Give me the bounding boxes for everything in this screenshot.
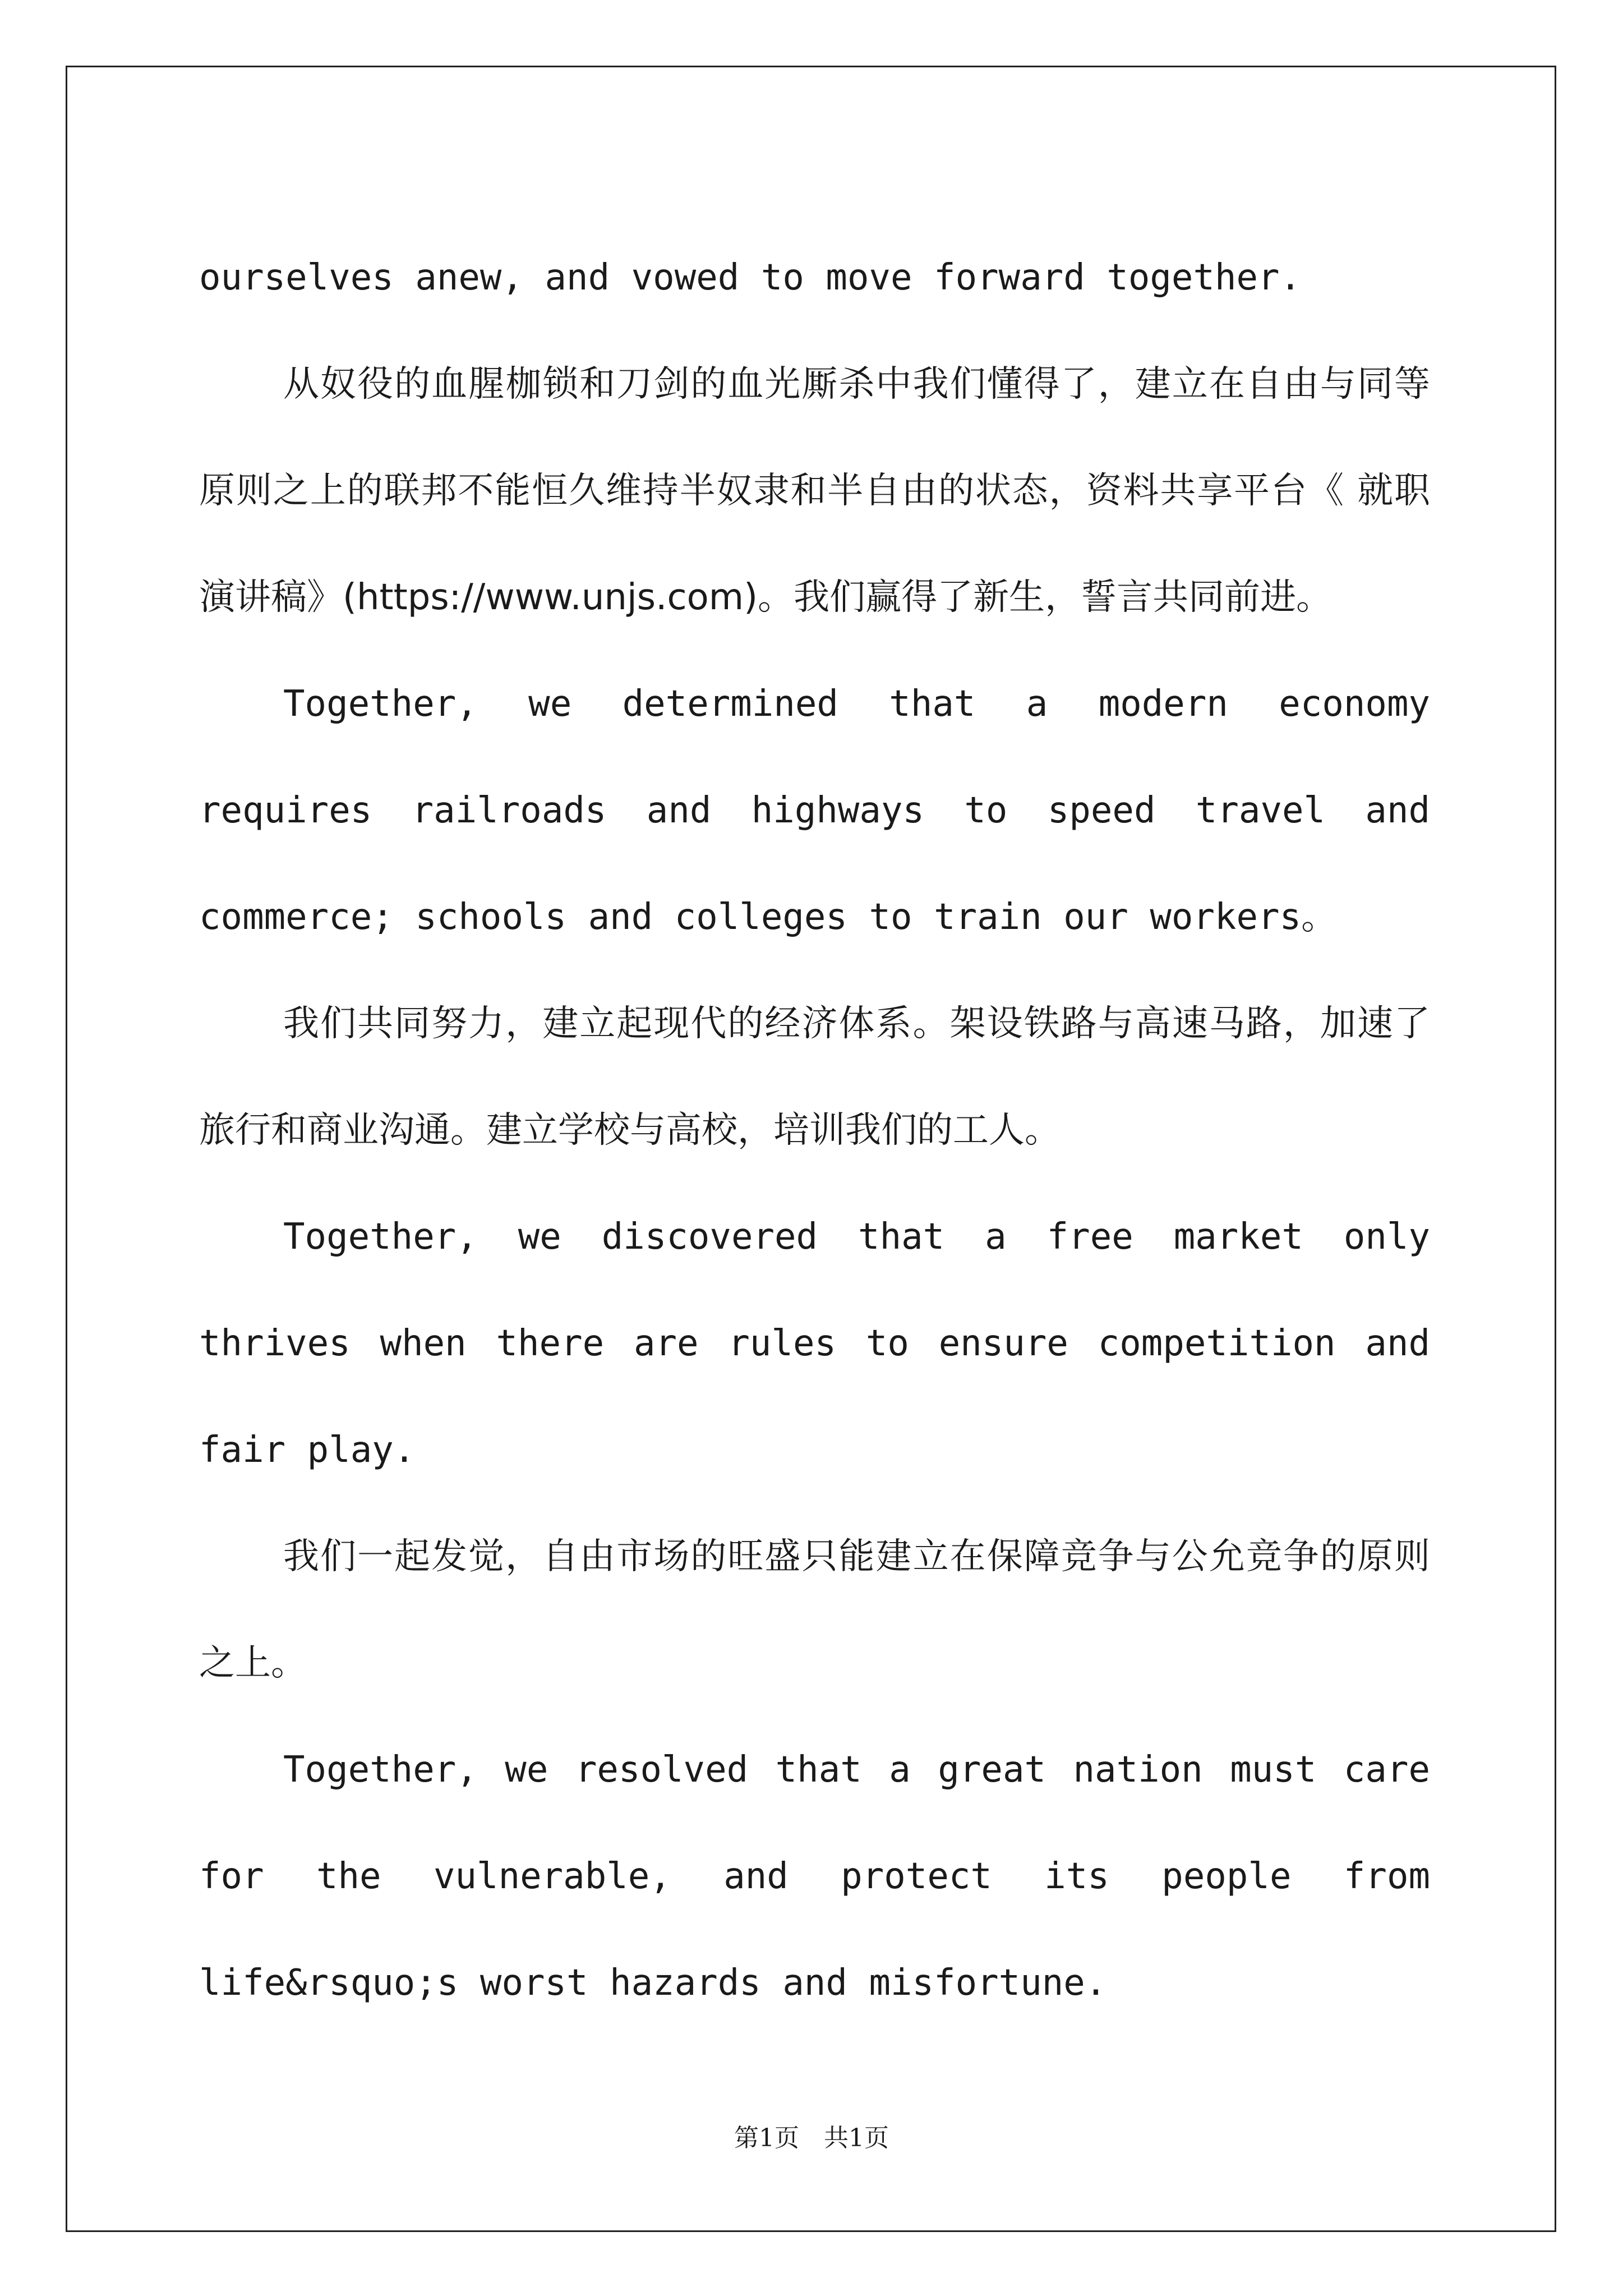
paragraph-6: 我们一起发觉，自由市场的旺盛只能建立在保障竞争与公允竞争的原则之上。 — [199, 1536, 1430, 1684]
page-number-footer: 第1页 共1页 — [734, 2124, 889, 2152]
paragraph-7: Together, we resolved that a great nation must care for the vulnerable, and protect its people from life&rsquo;s worst hazards and misfortune. — [199, 1749, 1430, 2004]
paragraph-2: 从奴役的血腥枷锁和刀剑的血光厮杀中我们懂得了，建立在自由与同等原则之上的联邦不能恒久维持半奴隶和半自由的状态，资料共享平台《 就职演讲稿》(https://www.unjs.com)。我们赢得了新生，誓言共同前进。 — [199, 364, 1430, 618]
paragraph-1: ourselves anew, and vowed to move forward together. — [199, 257, 1302, 298]
paragraph-5: Together, we discovered that a free market only thrives when there are rules to ensure competition and fair play. — [199, 1216, 1430, 1471]
paragraph-4: 我们共同努力，建立起现代的经济体系。架设铁路与高速马路，加速了旅行和商业沟通。建立学校与高校，培训我们的工人。 — [199, 1003, 1430, 1151]
document-body — [199, 224, 1430, 2036]
paragraph-3: Together, we determined that a modern economy requires railroads and highways to speed travel and commerce; schools and colleges to train our workers。 — [199, 683, 1430, 938]
